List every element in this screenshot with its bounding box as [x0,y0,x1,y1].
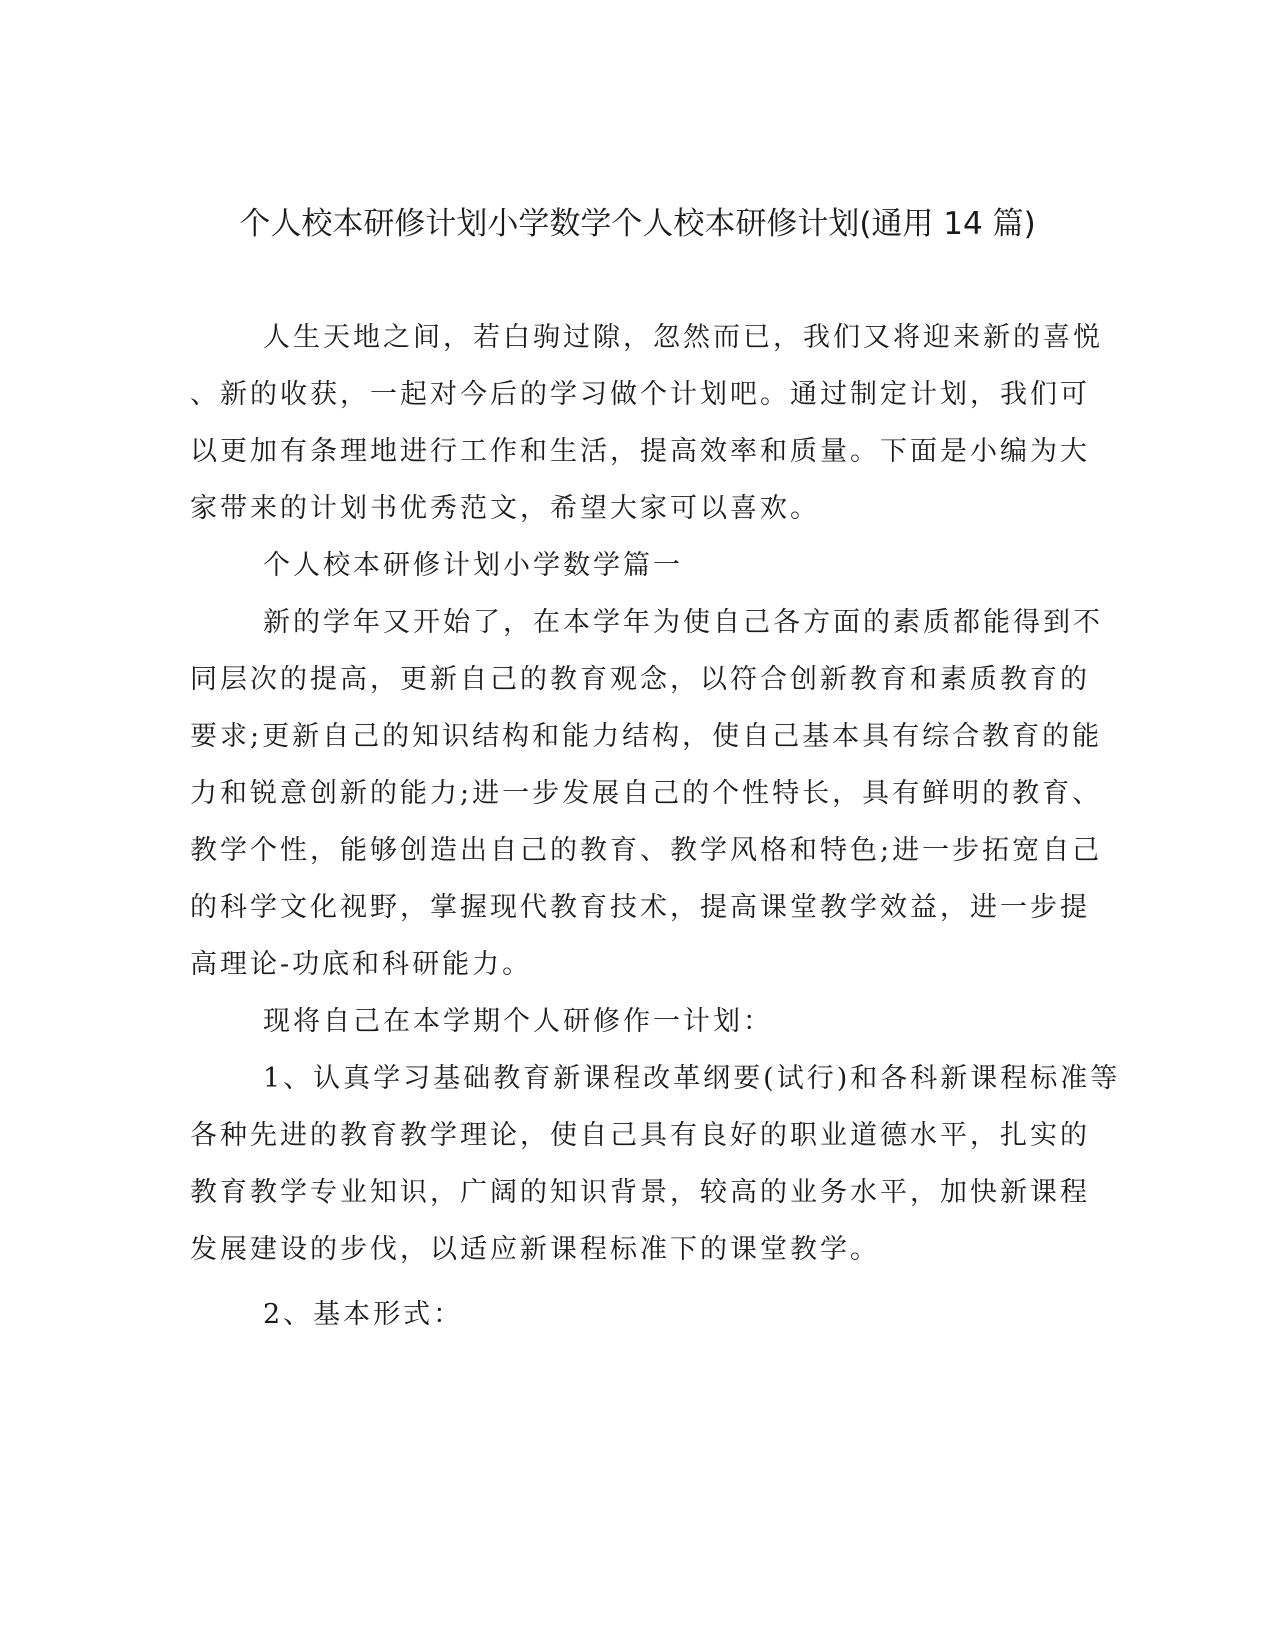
list-item-line: 教育教学专业知识，广阔的知识背景，较高的业务水平，加快新课程 [190,1177,1090,1208]
paragraph-line: 力和锐意创新的能力;进一步发展自己的个性特长，具有鲜明的教育、 [190,778,1103,809]
section-heading: 个人校本研修计划小学数学篇一 [263,550,683,581]
list-item-line: 各种先进的教育教学理论，使自己具有良好的职业道德水平，扎实的 [190,1120,1090,1151]
list-item-line: 1、认真学习基础教育新课程改革纲要(试行)和各科新课程标准等 [263,1063,1121,1094]
list-item-line: 2、基本形式： [263,1299,464,1330]
paragraph-line: 同层次的提高，更新自己的教育观念，以符合创新教育和素质教育的 [190,664,1090,695]
paragraph-line: 、新的收获，一起对今后的学习做个计划吧。通过制定计划，我们可 [190,379,1090,410]
paragraph-line: 高理论-功底和科研能力。 [190,949,533,980]
paragraph-line: 现将自己在本学期个人研修作一计划： [263,1006,773,1037]
paragraph-line: 新的学年又开始了，在本学年为使自己各方面的素质都能得到不 [263,607,1103,638]
list-item-line: 发展建设的步伐，以适应新课程标准下的课堂教学。 [190,1234,880,1265]
paragraph-line: 教学个性，能够创造出自己的教育、教学风格和特色;进一步拓宽自己 [190,835,1103,866]
paragraph-line: 以更加有条理地进行工作和生活，提高效率和质量。下面是小编为大 [190,436,1090,467]
paragraph-line: 家带来的计划书优秀范文，希望大家可以喜欢。 [190,493,820,524]
paragraph-line: 的科学文化视野，掌握现代教育技术，提高课堂教学效益，进一步提 [190,892,1090,923]
paragraph-line: 人生天地之间，若白驹过隙，忽然而已，我们又将迎来新的喜悦 [263,322,1103,353]
paragraph-line: 要求;更新自己的知识结构和能力结构，使自己基本具有综合教育的能 [190,721,1103,752]
document-title: 个人校本研修计划小学数学个人校本研修计划(通用 14 篇) [239,206,1036,242]
